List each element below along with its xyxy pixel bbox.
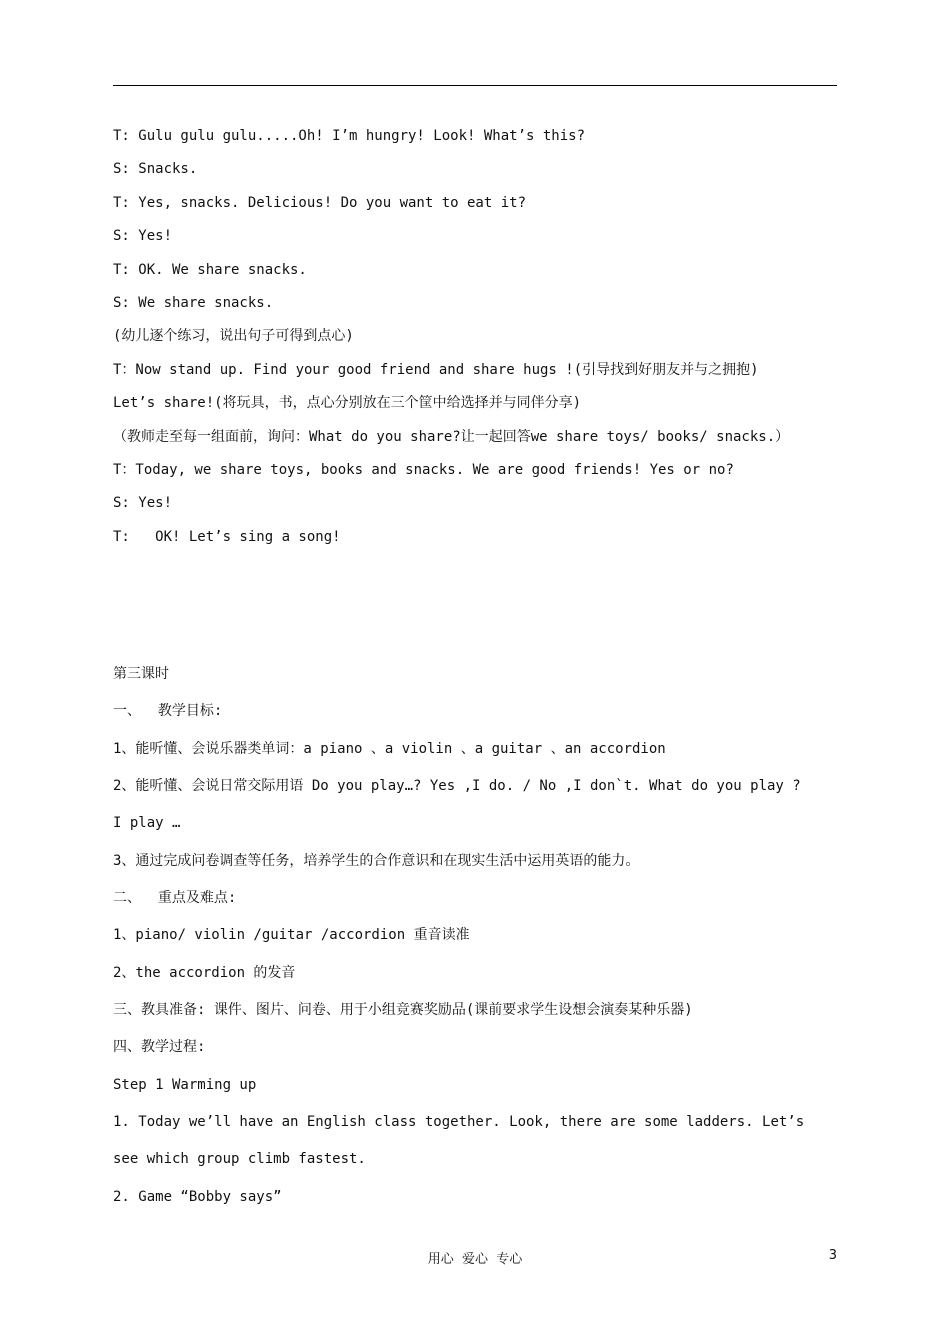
dialogue-line: T：Today, we share toys, books and snacks. We are good friends! Yes or no? — [113, 461, 734, 478]
dialogue-line: S: Yes! — [113, 228, 173, 245]
paragraph-line: 三、教具准备: 课件、图片、问卷、用于小组竞赛奖励品(课前要求学生设想会演奏某种乐器) — [113, 1002, 693, 1019]
paragraph-line: 1. Today we’ll have an English class together. Look, there are some ladders. Let’s — [113, 1114, 805, 1131]
paragraph-line: 1、能听懂、会说乐器类单词：a piano 、a violin 、a guitar 、an accordion — [113, 740, 666, 757]
header-rule — [113, 85, 837, 86]
dialogue-line: S: We share snacks. — [113, 294, 274, 311]
paragraph-line: 2. Game “Bobby says” — [113, 1188, 282, 1205]
dialogue-line: S: Snacks. — [113, 161, 198, 178]
subheading: 四、教学过程: — [113, 1039, 206, 1056]
dialogue-line: T: OK! Let’s sing a song! — [113, 528, 341, 545]
subheading: 二、 重点及难点: — [113, 890, 237, 907]
dialogue-line: T：Now stand up. Find your good friend and share hugs !(引导找到好朋友并与之拥抱) — [113, 361, 759, 378]
paragraph-line: I play … — [113, 815, 181, 832]
dialogue-line: (幼儿逐个练习，说出句子可得到点心) — [113, 328, 354, 345]
lesson-three-section — [113, 656, 837, 1216]
dialogue-line: （教师走至每一组面前，询问：What do you share?让一起回答we share toys/ books/ snacks.） — [113, 428, 790, 445]
paragraph-line: see which group climb fastest. — [113, 1151, 366, 1168]
dialogue-line: T: Gulu gulu gulu.....Oh! I’m hungry! Look! What’s this? — [113, 128, 586, 144]
step-heading: Step 1 Warming up — [113, 1076, 257, 1093]
section-heading: 第三课时 — [113, 666, 169, 682]
page-number: 3 — [828, 1248, 837, 1263]
footer-motto: 用心 爱心 专心 — [427, 1252, 523, 1267]
paragraph-line: 2、the accordion 的发音 — [113, 964, 296, 981]
paragraph-line: 3、通过完成问卷调查等任务，培养学生的合作意识和在现实生活中运用英语的能力。 — [113, 852, 640, 869]
subheading: 一、 教学目标: — [113, 703, 223, 720]
dialogue-section — [113, 120, 837, 554]
dialogue-line: T: OK. We share snacks. — [113, 261, 307, 278]
dialogue-line: Let’s share!(将玩具，书，点心分别放在三个筐中给选择并与同伴分享) — [113, 395, 582, 412]
paragraph-line: 1、piano/ violin /guitar /accordion 重音读准 — [113, 927, 470, 944]
dialogue-line: S: Yes! — [113, 495, 173, 512]
paragraph-line: 2、能听懂、会说日常交际用语 Do you play…? Yes ,I do. / No ,I don`t. What do you play ? — [113, 778, 801, 795]
dialogue-line: T: Yes, snacks. Delicious! Do you want to eat it? — [113, 194, 527, 211]
